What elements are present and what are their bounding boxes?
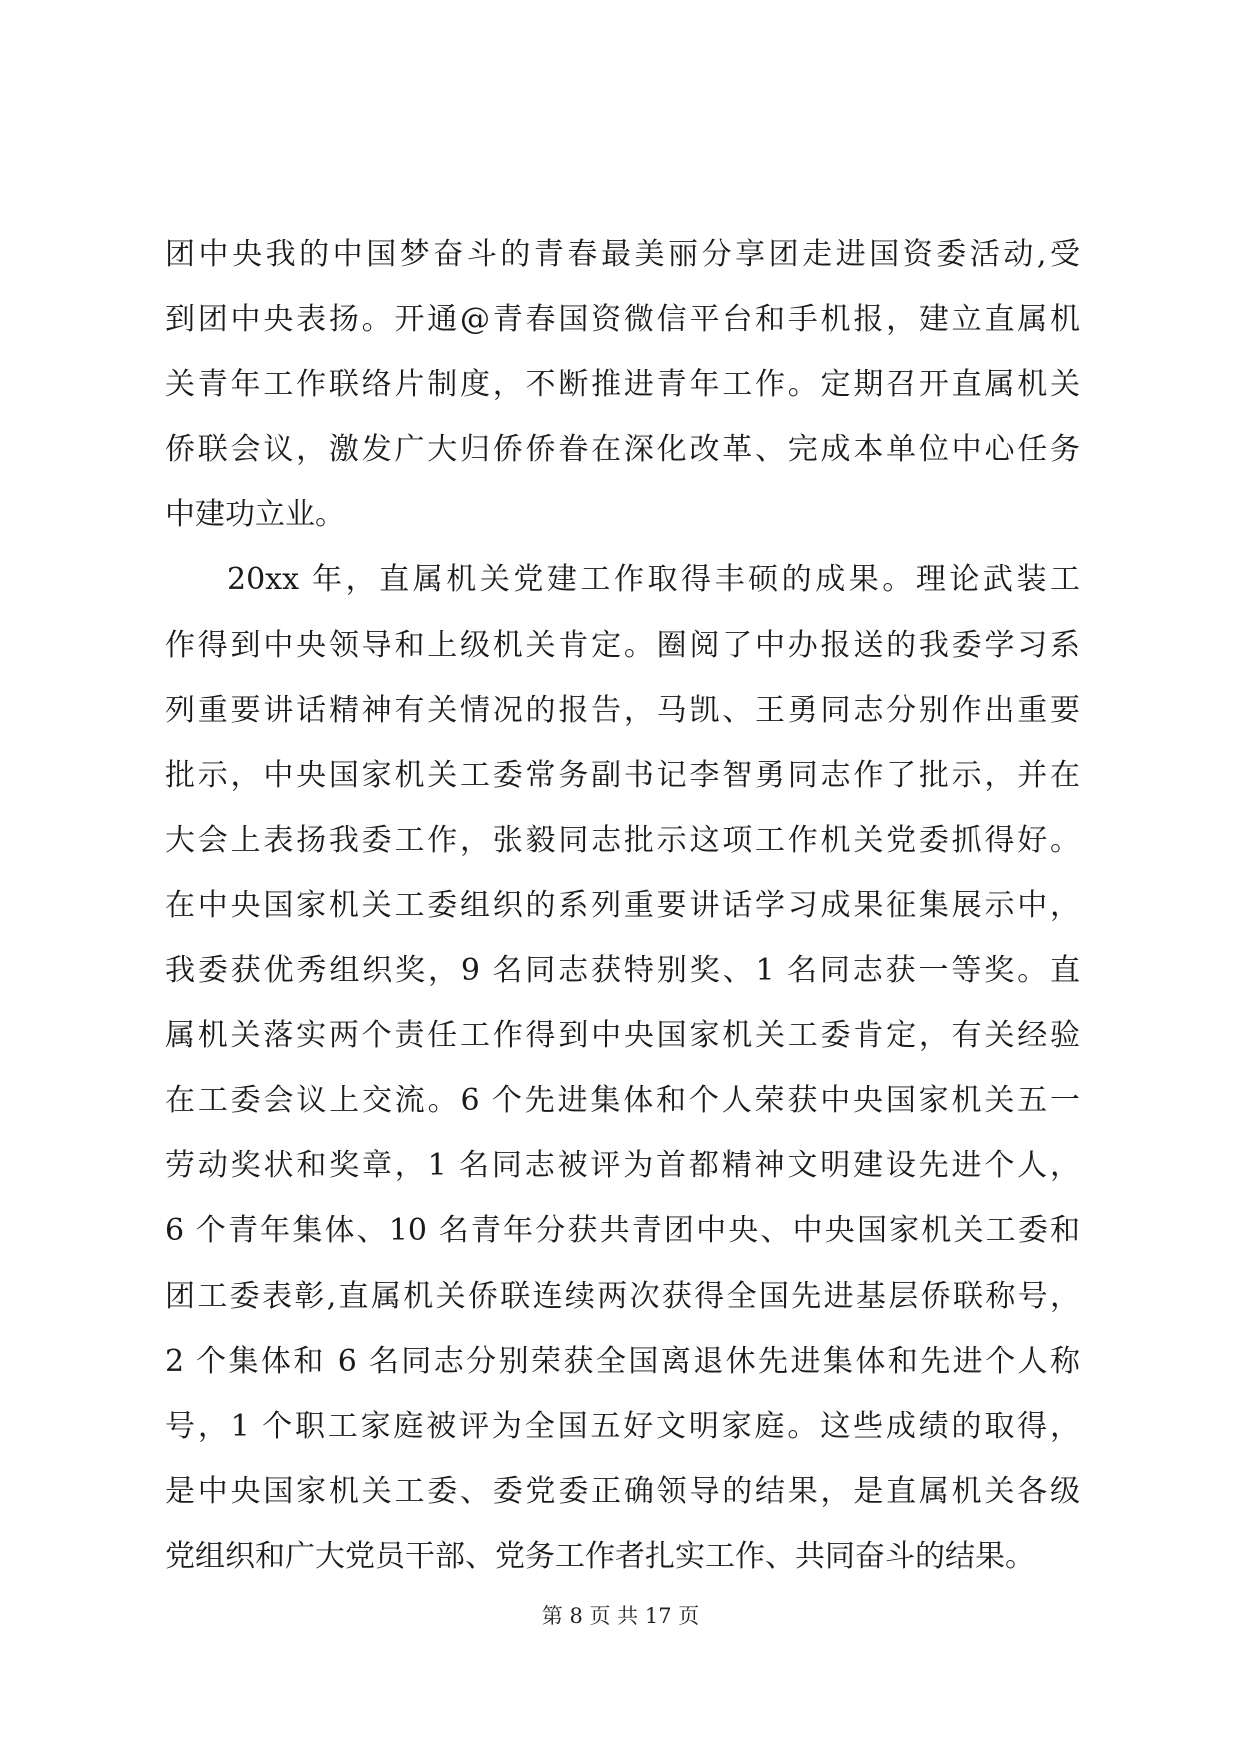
page-number-label: 第 8 页 共 17 页 [541, 1604, 700, 1628]
text-line: 在工委会议上交流。6 个先进集体和个人荣获中央国家机关五一 [165, 1083, 1080, 1119]
text-line: 侨联会议，激发广大归侨侨眷在深化改革、完成本单位中心任务 [165, 432, 1080, 468]
text-line: 团中央我的中国梦奋斗的青春最美丽分享团走进国资委活动,受 [165, 237, 1080, 272]
text-line: 20xx 年，直属机关党建工作取得丰硕的成果。理论武装工 [227, 562, 1080, 598]
text-line: 在中央国家机关工委组织的系列重要讲话学习成果征集展示中， [165, 887, 1080, 923]
text-line: 到团中央表扬。开通@青春国资微信平台和手机报，建立直属机 [165, 302, 1080, 338]
text-line: 6 个青年集体、10 名青年分获共青团中央、中央国家机关工委和 [165, 1213, 1080, 1249]
text-line: 2 个集体和 6 名同志分别荣获全国离退休先进集体和先进个人称 [165, 1343, 1080, 1379]
page-footer [0, 1601, 1241, 1631]
text-line: 是中央国家机关工委、委党委正确领导的结果，是直属机关各级 [165, 1473, 1080, 1509]
text-line: 批示，中央国家机关工委常务副书记李智勇同志作了批示，并在 [165, 757, 1080, 793]
text-line: 我委获优秀组织奖，9 名同志获特别奖、1 名同志获一等奖。直 [165, 953, 1080, 989]
text-line: 属机关落实两个责任工作得到中央国家机关工委肯定，有关经验 [165, 1018, 1080, 1054]
text-line: 关青年工作联络片制度，不断推进青年工作。定期召开直属机关 [165, 367, 1080, 403]
text-line: 作得到中央领导和上级机关肯定。圈阅了中办报送的我委学习系 [165, 627, 1080, 663]
text-line: 劳动奖状和奖章，1 名同志被评为首都精神文明建设先进个人， [165, 1148, 1080, 1184]
paragraph-1 [165, 222, 1080, 547]
text-line: 党组织和广大党员干部、党务工作者扎实工作、共同奋斗的结果。 [165, 1538, 1035, 1574]
text-line: 列重要讲话精神有关情况的报告，马凯、王勇同志分别作出重要 [165, 692, 1080, 728]
text-line: 中建功立业。 [165, 497, 345, 533]
paragraph-2 [165, 547, 1080, 1589]
text-line: 大会上表扬我委工作，张毅同志批示这项工作机关党委抓得好。 [165, 822, 1080, 858]
text-line: 号，1 个职工家庭被评为全国五好文明家庭。这些成绩的取得， [165, 1408, 1080, 1444]
text-line: 团工委表彰,直属机关侨联连续两次获得全国先进基层侨联称号， [165, 1278, 1080, 1314]
document-body [165, 222, 1080, 1589]
